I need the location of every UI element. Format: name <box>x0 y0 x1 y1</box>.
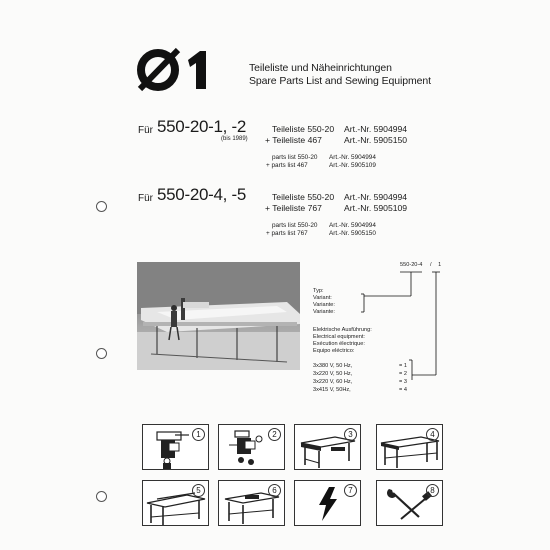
box-number: 4 <box>426 428 439 441</box>
box-number: 5 <box>192 484 205 497</box>
category-box-4[interactable] <box>376 424 443 470</box>
type-code: 550-20-4 / 1 <box>400 262 442 268</box>
model-name: 550-20-4, -5 <box>157 185 247 204</box>
category-box-7[interactable] <box>294 480 361 526</box>
box-number: 3 <box>344 428 357 441</box>
category-box-2[interactable] <box>218 424 285 470</box>
machine-photo <box>137 262 300 370</box>
type-labels: Typ: Variant: Variante: Variante: <box>313 288 335 315</box>
voltage-option: 3x415 V, 50Hz, = 4 <box>313 387 407 393</box>
electrical-labels: Elektrische Ausführung: Electrical equipment: Exécution électrique: Equipo eléctrico: <box>313 327 372 354</box>
brand-logo <box>134 46 224 92</box>
model-note: (bis 1989) <box>221 136 248 142</box>
punch-hole <box>96 348 107 359</box>
box-number: 7 <box>344 484 357 497</box>
category-box-5[interactable] <box>142 480 209 526</box>
box-number: 6 <box>268 484 281 497</box>
title-english: Spare Parts List and Sewing Equipment <box>249 75 431 87</box>
voltage-option: 3x220 V, 50 Hz, = 2 <box>313 371 407 377</box>
box-number: 1 <box>192 428 205 441</box>
title-german: Teileliste und Näheinrichtungen <box>249 62 392 74</box>
category-box-6[interactable] <box>218 480 285 526</box>
punch-hole <box>96 201 107 212</box>
punch-hole <box>96 491 107 502</box>
box-number: 2 <box>268 428 281 441</box>
box-number: 8 <box>426 484 439 497</box>
model-prefix: Für <box>138 125 153 136</box>
model-prefix: Für <box>138 193 153 204</box>
category-box-8[interactable] <box>376 480 443 526</box>
voltage-option: 3x380 V, 50 Hz, = 1 <box>313 363 407 369</box>
category-box-3[interactable] <box>294 424 361 470</box>
model-name: 550-20-1, -2 <box>157 117 247 136</box>
voltage-option: 3x220 V, 60 Hz, = 3 <box>313 379 407 385</box>
category-box-1[interactable] <box>142 424 209 470</box>
